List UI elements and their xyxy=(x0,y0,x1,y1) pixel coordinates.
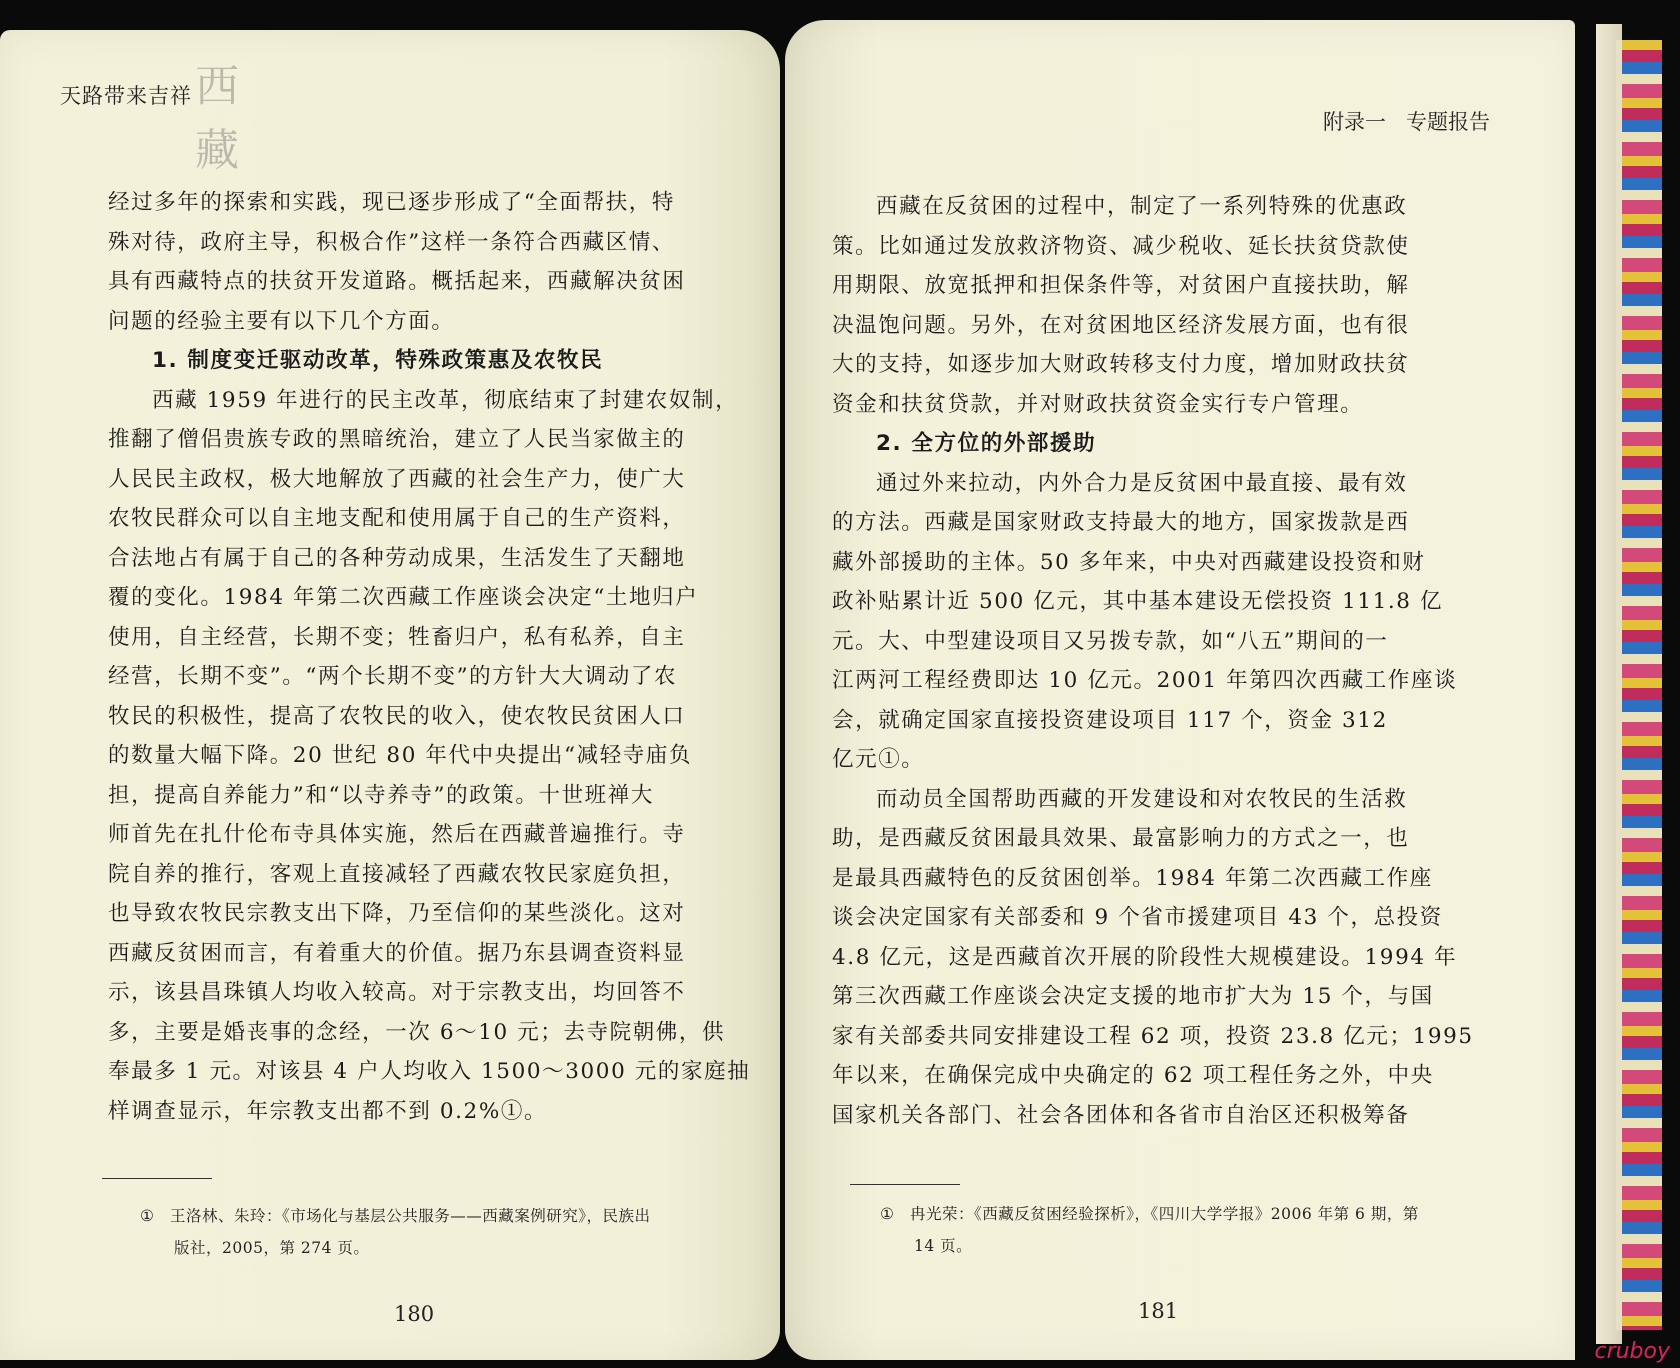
footnote-text-line: 14 页。 xyxy=(914,1237,973,1255)
right-header-title: 专题报告 xyxy=(1406,110,1490,134)
text-line: 样调查显示，年宗教支出都不到 0.2%①。 xyxy=(108,1098,548,1124)
text-line: 问题的经验主要有以下几个方面。 xyxy=(108,308,455,334)
text-line: 政补贴累计近 500 亿元，其中基本建设无偿投资 111.8 亿 xyxy=(832,589,1444,614)
text-line: 亿元①。 xyxy=(832,747,925,772)
text-line: 元。大、中型建设项目又另拨专款，如“八五”期间的一 xyxy=(832,628,1389,654)
text-line: 西藏在反贫困的过程中，制定了一系列特殊的优惠政 xyxy=(876,194,1408,219)
text-line: 农牧民群众可以自主地支配和使用属于自己的生产资料， xyxy=(108,506,686,531)
text-line: 第三次西藏工作座谈会决定支援的地市扩大为 15 个，与国 xyxy=(832,984,1434,1009)
footnote-rule xyxy=(102,1178,212,1179)
text-line: 院自养的推行，客观上直接减轻了西藏农牧民家庭负担， xyxy=(108,861,686,887)
text-line: 奉最多 1 元。对该县 4 户人均收入 1500～3000 元的家庭抽 xyxy=(108,1059,751,1084)
text-line: 牧民的积极性，提高了农牧民的收入，使农牧民贫困人口 xyxy=(108,703,686,729)
left-page-number: 180 xyxy=(394,1302,435,1326)
text-line: 使用，自主经营，长期不变；牲畜归户，私有私养，自主 xyxy=(108,624,686,650)
left-running-header xyxy=(60,61,240,176)
text-line: 大的支持，如逐步加大财政转移支付力度，增加财政扶贫 xyxy=(832,352,1410,377)
text-line: 而动员全国帮助西藏的开发建设和对农牧民的生活救 xyxy=(876,786,1408,812)
text-line: 助，是西藏反贫困最具效果、最富影响力的方式之一，也 xyxy=(832,826,1410,851)
text-line: 殊对待，政府主导，积极合作”这样一条符合西藏区情、 xyxy=(108,229,675,255)
section-heading: 1. 制度变迁驱动改革，特殊政策惠及农牧民 xyxy=(152,348,604,373)
text-line: 示，该县昌珠镇人均收入较高。对于宗教支出，均回答不 xyxy=(108,980,686,1005)
text-line: 多，主要是婚丧事的念经，一次 6～10 元；去寺院朝佛，供 xyxy=(108,1019,726,1045)
text-line: 资金和扶贫贷款，并对财政扶贫资金实行专户管理。 xyxy=(832,391,1364,417)
footnote-text-line: 版社，2005，第 274 页。 xyxy=(174,1239,370,1257)
colored-page-edge xyxy=(1616,40,1662,1330)
text-line: 用期限、放宽抵押和担保条件等，对贫困户直接扶助，解 xyxy=(832,273,1410,298)
text-line: 担，提高自养能力”和“以寺养寺”的政策。十世班禅大 xyxy=(108,782,654,808)
footnote-text-line: 王洛林、朱玲：《市场化与基层公共服务——西藏案例研究》，民族出 xyxy=(170,1207,651,1225)
footnote-text-line: 冉光荣：《西藏反贫困经验探析》，《四川大学学报》2006 年第 6 期，第 xyxy=(910,1205,1419,1223)
text-line: 会，就确定国家直接投资建设项目 117 个，资金 312 xyxy=(832,707,1388,733)
text-line: 国家机关各部门、社会各团体和各省市自治区还积极筹备 xyxy=(832,1102,1410,1128)
text-line: 覆的变化。1984 年第二次西藏工作座谈会决定“土地归户 xyxy=(108,585,699,610)
text-line: 藏外部援助的主体。50 多年来，中央对西藏建设投资和财 xyxy=(832,549,1426,575)
right-header-section: 附录一 xyxy=(1323,110,1386,134)
text-line: 决温饱问题。另外，在对贫困地区经济发展方面，也有很 xyxy=(832,312,1410,338)
text-line: 师首先在扎什伦布寺具体实施，然后在西藏普遍推行。寺 xyxy=(108,822,686,847)
text-line: 通过外来拉动，内外合力是反贫困中最直接、最有效 xyxy=(876,470,1408,496)
header-calligraphy-logo: 西藏 xyxy=(195,61,240,176)
text-line: 合法地占有属于自己的各种劳动成果，生活发生了天翻地 xyxy=(108,545,686,571)
text-line: 策。比如通过发放救济物资、减少税收、延长扶贫贷款使 xyxy=(832,233,1410,259)
watermark: cruboy xyxy=(1594,1339,1670,1364)
text-line: 具有西藏特点的扶贫开发道路。概括起来，西藏解决贫困 xyxy=(108,269,686,294)
text-line: 江两河工程经费即达 10 亿元。2001 年第四次西藏工作座谈 xyxy=(832,668,1458,693)
right-page-number: 181 xyxy=(1138,1299,1179,1323)
footnote-marker: ① xyxy=(880,1205,895,1223)
right-footnote xyxy=(880,1198,1460,1262)
text-line: 的方法。西藏是国家财政支持最大的地方，国家拨款是西 xyxy=(832,510,1410,535)
text-line: 经营，长期不变”。“两个长期不变”的方针大大调动了农 xyxy=(108,664,678,689)
right-body-text xyxy=(832,187,1474,1135)
text-line: 谈会决定国家有关部委和 9 个省市援建项目 43 个，总投资 xyxy=(832,905,1443,930)
footnote-rule xyxy=(850,1184,960,1185)
left-header-title: 天路带来吉祥 xyxy=(60,84,192,108)
text-line: 家有关部委共同安排建设工程 62 项，投资 23.8 亿元；1995 xyxy=(832,1023,1474,1049)
footnote-marker: ① xyxy=(140,1207,155,1225)
text-line: 的数量大幅下降。20 世纪 80 年代中央提出“减轻寺庙负 xyxy=(108,743,693,768)
text-line: 4.8 亿元，这是西藏首次开展的阶段性大规模建设。1994 年 xyxy=(832,944,1458,970)
right-running-header xyxy=(1323,106,1490,136)
text-line: 西藏反贫困而言，有着重大的价值。据乃东县调查资料显 xyxy=(108,940,686,966)
text-line: 西藏 1959 年进行的民主改革，彻底结束了封建农奴制， xyxy=(152,387,739,413)
text-line: 经过多年的探索和实践，现已逐步形成了“全面帮扶，特 xyxy=(108,190,675,215)
left-footnote xyxy=(140,1200,720,1264)
text-line: 是最具西藏特色的反贫困创举。1984 年第二次西藏工作座 xyxy=(832,865,1433,891)
section-heading: 2. 全方位的外部援助 xyxy=(876,431,1097,456)
left-body-text xyxy=(108,183,751,1131)
text-line: 年以来，在确保完成中央确定的 62 项工程任务之外，中央 xyxy=(832,1063,1434,1088)
text-line: 人民民主政权，极大地解放了西藏的社会生产力，使广大 xyxy=(108,466,686,492)
text-line: 也导致农牧民宗教支出下降，乃至信仰的某些淡化。这对 xyxy=(108,901,686,926)
text-line: 推翻了僧侣贵族专政的黑暗统治，建立了人民当家做主的 xyxy=(108,427,686,452)
